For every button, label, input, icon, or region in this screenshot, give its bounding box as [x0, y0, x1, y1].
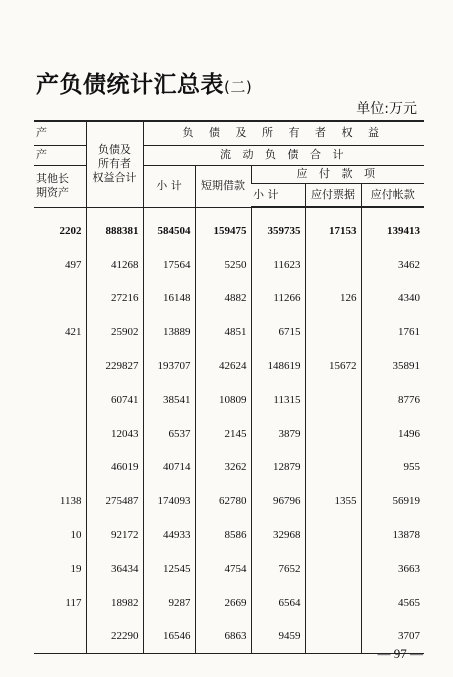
header-row2-left: 产 — [34, 145, 86, 165]
table-cell: 32968 — [251, 518, 305, 552]
table-cell: 10 — [70, 529, 82, 542]
table-cell: 359735 — [251, 207, 305, 248]
table-cell: 38541 — [143, 383, 195, 417]
table-row — [34, 620, 424, 654]
table-cell: 193707 — [143, 349, 195, 383]
table-cell — [34, 383, 86, 417]
table-cell — [34, 417, 86, 451]
table-cell: 8776 — [361, 383, 424, 417]
table-cell: 1761 — [361, 315, 424, 349]
table-row — [34, 552, 424, 586]
table-cell: 11266 — [251, 282, 305, 316]
table-cell: 17564 — [143, 248, 195, 282]
table-row — [34, 248, 424, 282]
table-cell: 42624 — [195, 349, 251, 383]
header-notes-payable: 应付票据 — [305, 183, 361, 207]
table-cell: 8586 — [195, 518, 251, 552]
table-cell: 16546 — [143, 620, 195, 654]
table-cell: 6537 — [143, 417, 195, 451]
table-row — [34, 451, 424, 485]
table-cell: 16148 — [143, 282, 195, 316]
table-cell: 888381 — [86, 207, 143, 248]
table-cell: 126 — [305, 282, 361, 316]
table-cell: 56919 — [361, 484, 424, 518]
table-cell: 3262 — [195, 451, 251, 485]
table-row — [34, 315, 424, 349]
header-pay-subtotal: 小 计 — [251, 183, 305, 207]
table-cell: 40714 — [143, 451, 195, 485]
table-cell: 4565 — [361, 586, 424, 620]
table-cell: 7652 — [251, 552, 305, 586]
header-liab-equity-group: 负 债 及 所 有 者 权 益 — [143, 121, 424, 145]
table-cell: 18982 — [86, 586, 143, 620]
table-cell: 22290 — [86, 620, 143, 654]
table-cell: 17153 — [305, 207, 361, 248]
table-cell: 275487 — [86, 484, 143, 518]
table-cell: 6863 — [195, 620, 251, 654]
statistics-table — [34, 120, 424, 654]
table-cell — [305, 586, 361, 620]
table-cell: 6715 — [251, 315, 305, 349]
table-cell: 955 — [361, 451, 424, 485]
table-body — [34, 207, 424, 654]
table-cell — [305, 620, 361, 654]
table-cell — [305, 451, 361, 485]
table-cell: 25902 — [86, 315, 143, 349]
table-cell: 159475 — [195, 207, 251, 248]
table-cell: 3663 — [361, 552, 424, 586]
table-cell: 4851 — [195, 315, 251, 349]
table-cell — [305, 248, 361, 282]
table-cell: 421 — [65, 326, 82, 339]
header-current-liab-group: 流 动 负 债 合 计 — [143, 145, 424, 165]
table-cell: 1496 — [361, 417, 424, 451]
page-number: — 97 — — [377, 646, 423, 661]
table-cell: 117 — [65, 596, 82, 609]
header-subtotal: 小 计 — [143, 165, 195, 207]
table-cell: 497 — [65, 258, 82, 271]
header-total-liab-equity: 负债及 所有者 权益合计 — [86, 121, 143, 207]
table-cell: 10809 — [195, 383, 251, 417]
title-main: 产负债统计汇总表 — [36, 72, 224, 98]
table-row — [34, 282, 424, 316]
table-cell: 92172 — [86, 518, 143, 552]
table-row — [34, 417, 424, 451]
table-cell: 12043 — [86, 417, 143, 451]
table-row — [34, 586, 424, 620]
table-cell: 12879 — [251, 451, 305, 485]
table-cell: 9459 — [251, 620, 305, 654]
table-cell: 19 — [70, 562, 82, 575]
table-cell — [34, 620, 86, 654]
table-row — [34, 349, 424, 383]
table-cell: 584504 — [143, 207, 195, 248]
table-cell: 4340 — [361, 282, 424, 316]
table-cell: 174093 — [143, 484, 195, 518]
table-cell: 1355 — [305, 484, 361, 518]
table-cell: 148619 — [251, 349, 305, 383]
table-cell: 11623 — [251, 248, 305, 282]
table-cell: 3462 — [361, 248, 424, 282]
table-cell: 2145 — [195, 417, 251, 451]
table-cell — [305, 518, 361, 552]
table-cell: 3707 — [361, 620, 424, 654]
table-cell: 15672 — [305, 349, 361, 383]
table-cell: 96796 — [251, 484, 305, 518]
table-row — [34, 518, 424, 552]
table-row — [34, 207, 424, 248]
table-cell: 9287 — [143, 586, 195, 620]
table-header — [34, 121, 424, 207]
table-cell — [34, 349, 86, 383]
table-cell: 36434 — [86, 552, 143, 586]
table-cell: 13889 — [143, 315, 195, 349]
page-title — [36, 66, 252, 99]
table-cell — [305, 552, 361, 586]
header-row1-left: 产 — [34, 121, 86, 145]
table-cell: 35891 — [361, 349, 424, 383]
table-cell: 44933 — [143, 518, 195, 552]
header-payables-group: 应 付 款 项 — [251, 165, 424, 183]
title-suffix: (二) — [224, 78, 253, 96]
table-cell — [34, 451, 86, 485]
table-cell: 62780 — [195, 484, 251, 518]
table-cell — [305, 417, 361, 451]
table-cell: 13878 — [361, 518, 424, 552]
table-cell: 139413 — [361, 207, 424, 248]
table-cell: 4882 — [195, 282, 251, 316]
table-cell: 12545 — [143, 552, 195, 586]
table-cell: 11315 — [251, 383, 305, 417]
table-cell: 41268 — [86, 248, 143, 282]
table-cell: 3879 — [251, 417, 305, 451]
table-cell: 6564 — [251, 586, 305, 620]
table-cell: 4754 — [195, 552, 251, 586]
table-cell: 60741 — [86, 383, 143, 417]
table-cell: 1138 — [59, 495, 82, 508]
table-cell: 2202 — [59, 224, 82, 237]
table-cell: 2669 — [195, 586, 251, 620]
table-cell: 46019 — [86, 451, 143, 485]
table-cell — [34, 282, 86, 316]
header-other-longterm: 其他长 期资产 — [34, 165, 86, 207]
table-cell: 27216 — [86, 282, 143, 316]
table-row — [34, 383, 424, 417]
table-cell — [305, 383, 361, 417]
table-row — [34, 484, 424, 518]
table-cell — [305, 315, 361, 349]
table-cell: 5250 — [195, 248, 251, 282]
table-cell: 229827 — [86, 349, 143, 383]
unit-label: 单位:万元 — [356, 101, 417, 117]
header-accounts-payable: 应付帐款 — [361, 183, 424, 207]
header-short-loans: 短期借款 — [195, 165, 251, 207]
